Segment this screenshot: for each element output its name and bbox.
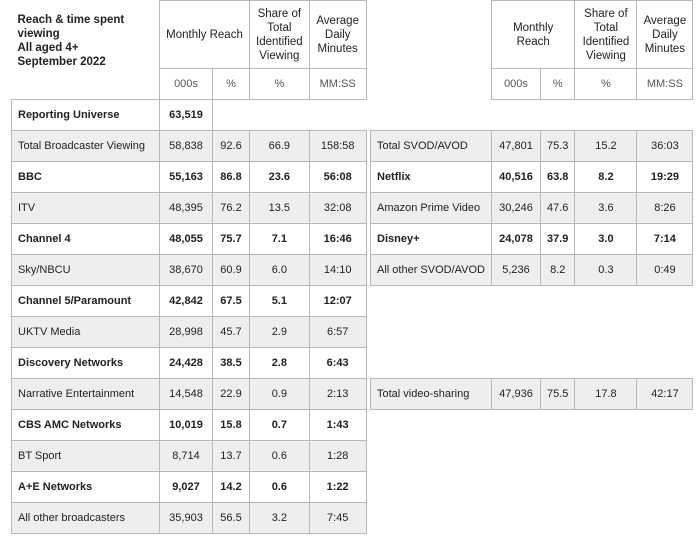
table-row <box>12 317 367 348</box>
unit-share-right: % <box>575 69 637 100</box>
broadcasters-pct: 22.9 <box>213 379 250 410</box>
svod-share: 8.2 <box>575 162 637 193</box>
table-row <box>371 255 693 286</box>
header-monthly-reach: Monthly Reach <box>160 1 250 69</box>
broadcasters-label: Discovery Networks <box>12 348 160 379</box>
svod-label: All other SVOD/AVOD <box>371 255 492 286</box>
unit-reach-abs-right: 000s <box>492 69 541 100</box>
table-row <box>12 503 367 534</box>
svod-min: 7:14 <box>637 224 693 255</box>
table-row <box>12 410 367 441</box>
broadcasters-share: 7.1 <box>250 224 310 255</box>
broadcasters-share: 0.6 <box>250 441 310 472</box>
svod-reach: 47,801 <box>492 131 541 162</box>
table-row <box>12 224 367 255</box>
broadcasters-reach: 9,027 <box>160 472 213 503</box>
svod-pct: 63.8 <box>541 162 575 193</box>
universe-label: Reporting Universe <box>12 100 160 131</box>
header-minutes-right: Average Daily Minutes <box>637 1 693 69</box>
video-sharing-row <box>371 379 693 410</box>
broadcasters-min: 7:45 <box>309 503 366 534</box>
svod-reach: 24,078 <box>492 224 541 255</box>
broadcasters-label: BBC <box>12 162 160 193</box>
broadcasters-share: 2.9 <box>250 317 310 348</box>
table-row <box>371 131 693 162</box>
caption-line-2: All aged 4+ <box>17 41 79 54</box>
broadcasters-share: 13.5 <box>250 193 310 224</box>
broadcasters-reach: 48,055 <box>160 224 213 255</box>
broadcasters-min: 1:28 <box>309 441 366 472</box>
table-row <box>12 286 367 317</box>
broadcasters-reach: 55,163 <box>160 162 213 193</box>
broadcaster-table <box>11 0 367 534</box>
broadcasters-share: 66.9 <box>250 131 310 162</box>
broadcasters-label: Narrative Entertainment <box>12 379 160 410</box>
svod-pct: 8.2 <box>541 255 575 286</box>
svod-label: Netflix <box>371 162 492 193</box>
broadcasters-min: 6:43 <box>309 348 366 379</box>
broadcasters-label: Channel 5/Paramount <box>12 286 160 317</box>
svod-pct: 75.3 <box>541 131 575 162</box>
header-share-right: Share of Total Identified Viewing <box>575 1 637 69</box>
broadcasters-reach: 24,428 <box>160 348 213 379</box>
broadcasters-min: 32:08 <box>309 193 366 224</box>
broadcasters-min: 56:08 <box>309 162 366 193</box>
svod-label: Disney+ <box>371 224 492 255</box>
broadcasters-min: 14:10 <box>309 255 366 286</box>
broadcasters-pct: 67.5 <box>213 286 250 317</box>
universe-row <box>12 100 367 131</box>
broadcasters-reach: 58,838 <box>160 131 213 162</box>
svod-label: Total SVOD/AVOD <box>371 131 492 162</box>
broadcasters-min: 12:07 <box>309 286 366 317</box>
header-minutes: Average Daily Minutes <box>309 1 366 69</box>
broadcasters-pct: 75.7 <box>213 224 250 255</box>
svod-reach: 40,516 <box>492 162 541 193</box>
broadcasters-pct: 14.2 <box>213 472 250 503</box>
broadcasters-share: 5.1 <box>250 286 310 317</box>
broadcasters-pct: 86.8 <box>213 162 250 193</box>
broadcasters-label: Sky/NBCU <box>12 255 160 286</box>
broadcasters-pct: 15.8 <box>213 410 250 441</box>
broadcasters-reach: 28,998 <box>160 317 213 348</box>
broadcasters-pct: 45.7 <box>213 317 250 348</box>
broadcasters-min: 1:43 <box>309 410 366 441</box>
table-row <box>371 193 693 224</box>
unit-minutes-right: MM:SS <box>637 69 693 100</box>
header-share: Share of Total Identified Viewing <box>250 1 310 69</box>
svod-reach: 5,236 <box>492 255 541 286</box>
broadcasters-reach: 48,395 <box>160 193 213 224</box>
svod-share: 0.3 <box>575 255 637 286</box>
svod-table <box>370 0 693 410</box>
broadcasters-share: 23.6 <box>250 162 310 193</box>
caption-line-1: Reach & time spent viewing <box>17 13 125 40</box>
broadcasters-share: 3.2 <box>250 503 310 534</box>
svod-pct: 37.9 <box>541 224 575 255</box>
svod-share: 3.6 <box>575 193 637 224</box>
caption-line-3: September 2022 <box>17 55 106 68</box>
broadcasters-reach: 10,019 <box>160 410 213 441</box>
broadcasters-share: 0.6 <box>250 472 310 503</box>
broadcasters-pct: 76.2 <box>213 193 250 224</box>
broadcasters-label: CBS AMC Networks <box>12 410 160 441</box>
broadcasters-label: A+E Networks <box>12 472 160 503</box>
broadcasters-label: ITV <box>12 193 160 224</box>
broadcasters-min: 6:57 <box>309 317 366 348</box>
table-row <box>12 472 367 503</box>
broadcasters-reach: 14,548 <box>160 379 213 410</box>
table-row <box>12 255 367 286</box>
broadcasters-min: 1:22 <box>309 472 366 503</box>
broadcasters-share: 0.9 <box>250 379 310 410</box>
broadcasters-pct: 56.5 <box>213 503 250 534</box>
video-sharing-pct: 75.5 <box>541 379 575 410</box>
svod-min: 0:49 <box>637 255 693 286</box>
broadcasters-min: 16:46 <box>309 224 366 255</box>
table-row <box>12 348 367 379</box>
video-sharing-reach: 47,936 <box>492 379 541 410</box>
table-row <box>12 379 367 410</box>
video-sharing-minutes: 42:17 <box>637 379 693 410</box>
unit-share: % <box>250 69 310 100</box>
unit-reach-abs: 000s <box>160 69 213 100</box>
broadcasters-reach: 42,842 <box>160 286 213 317</box>
table-row <box>12 131 367 162</box>
broadcasters-pct: 13.7 <box>213 441 250 472</box>
broadcasters-share: 0.7 <box>250 410 310 441</box>
broadcasters-label: Channel 4 <box>12 224 160 255</box>
unit-reach-pct: % <box>213 69 250 100</box>
svod-label: Amazon Prime Video <box>371 193 492 224</box>
svod-min: 19:29 <box>637 162 693 193</box>
broadcasters-share: 6.0 <box>250 255 310 286</box>
svod-pct: 47.6 <box>541 193 575 224</box>
svod-min: 36:03 <box>637 131 693 162</box>
broadcasters-label: UKTV Media <box>12 317 160 348</box>
svod-share: 15.2 <box>575 131 637 162</box>
table-row <box>371 162 693 193</box>
broadcasters-reach: 38,670 <box>160 255 213 286</box>
broadcasters-share: 2.8 <box>250 348 310 379</box>
universe-value: 63,519 <box>160 100 213 131</box>
svod-min: 8:26 <box>637 193 693 224</box>
unit-minutes: MM:SS <box>309 69 366 100</box>
svod-reach: 30,246 <box>492 193 541 224</box>
table-row <box>371 224 693 255</box>
broadcasters-label: Total Broadcaster Viewing <box>12 131 160 162</box>
header-monthly-reach-right: Monthly Reach <box>492 1 575 69</box>
broadcasters-min: 158:58 <box>309 131 366 162</box>
table-row <box>12 193 367 224</box>
broadcasters-pct: 60.9 <box>213 255 250 286</box>
unit-reach-pct-right: % <box>541 69 575 100</box>
table-row <box>12 162 367 193</box>
video-sharing-label: Total video-sharing <box>371 379 492 410</box>
broadcasters-reach: 8,714 <box>160 441 213 472</box>
broadcasters-min: 2:13 <box>309 379 366 410</box>
table-row <box>12 441 367 472</box>
broadcasters-pct: 92.6 <box>213 131 250 162</box>
broadcasters-pct: 38.5 <box>213 348 250 379</box>
table-caption <box>12 1 160 69</box>
broadcasters-reach: 35,903 <box>160 503 213 534</box>
video-sharing-share: 17.8 <box>575 379 637 410</box>
broadcasters-label: All other broadcasters <box>12 503 160 534</box>
broadcasters-label: BT Sport <box>12 441 160 472</box>
svod-share: 3.0 <box>575 224 637 255</box>
